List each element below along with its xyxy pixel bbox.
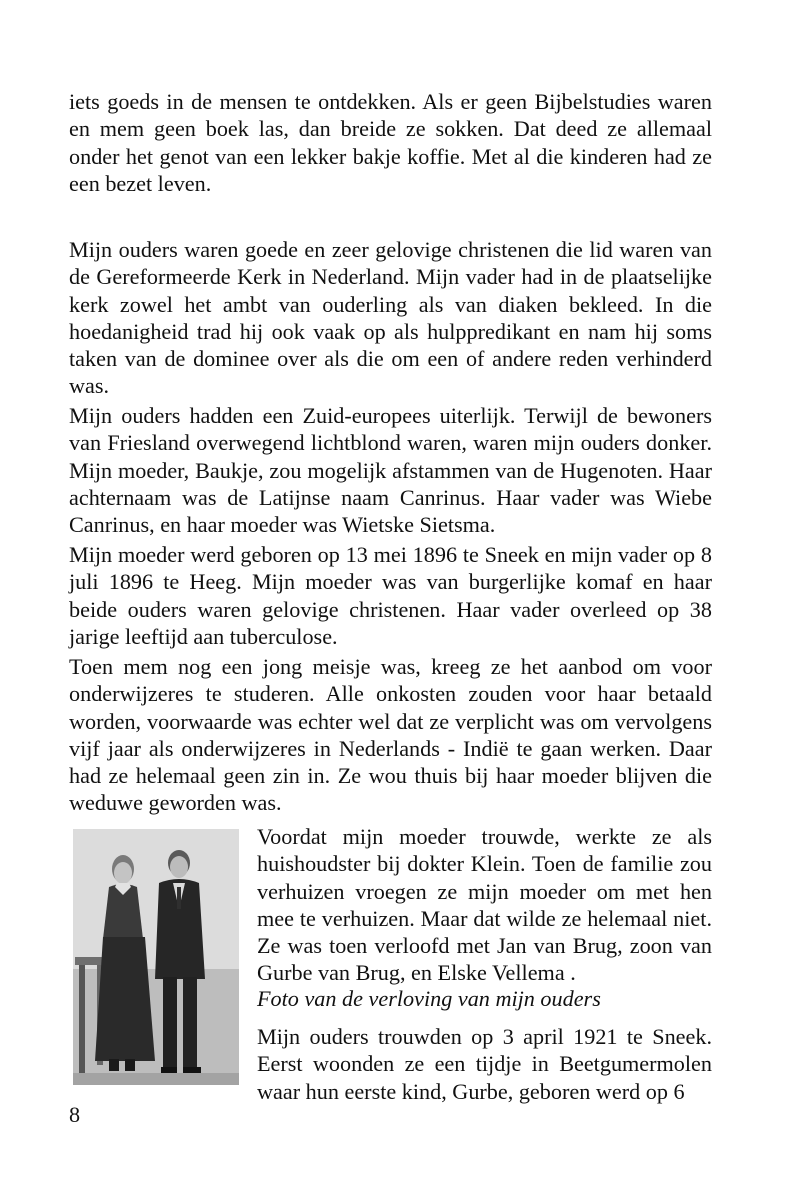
paragraph-housekeeper: Voordat mijn moeder trouwde, werkte ze als huishoudster bij dokter Klein. Toen de familie zou verhuizen vroegen ze mijn moeder om met hen mee te verhuizen. Maar dat wilde ze helemaal niet. Ze was toen verloofd met Jan van Brug, zoon van Gurbe van Brug, en Elske Vellema . <box>257 824 712 986</box>
engagement-photo <box>73 829 239 1085</box>
paragraph-marriage: Mijn ouders trouwden op 3 april 1921 te Sneek. Eerst woonden ze een tijdje in Beetgumermolen waar hun eerste kind, Gurbe, geboren werd op 6 <box>257 1024 712 1104</box>
photo-caption: Foto van de verloving van mijn ouders <box>257 986 601 1011</box>
couple-portrait-image <box>73 829 239 1085</box>
page-number: 8 <box>69 1102 81 1127</box>
paragraph-church: Mijn ouders waren goede en zeer gelovige christenen die lid waren van de Gereformeerde Kerk in Nederland. Mijn vader had in de plaatselijke kerk zowel het ambt van ouderling als van diaken bekleed. In die hoedanigheid trad hij ook vaak op als hulppredikant en nam hij soms taken van de dominee over als die om een of andere reden verhinderd was. <box>69 237 712 399</box>
paragraph-teacher-offer: Toen mem nog een jong meisje was, kreeg ze het aanbod om voor onderwijzeres te studeren. Alle onkosten zouden voor haar betaald worden, voorwaarde was echter wel dat ze verplicht was om vervolgens vijf jaar als onderwijzeres in Nederlands - Indië te gaan werken. Daar had ze helemaal geen zin in. Ze wou thuis bij haar moeder blijven die weduwe geworden was. <box>69 654 712 816</box>
paragraph-knitting: iets goeds in de mensen te ontdekken. Als er geen Bijbelstudies waren en mem geen boek las, dan breide ze sokken. Dat deed ze allemaal onder het genot van een lekker bakje koffie. Met al die kinderen had ze een bezet leven. <box>69 89 712 196</box>
paragraph-birth: Mijn moeder werd geboren op 13 mei 1896 te Sneek en mijn vader op 8 juli 1896 te Heeg. Mijn moeder was van burgerlijke komaf en haar beide ouders waren gelovige christenen. Haar vader overleed op 38 jarige leeftijd aan tuberculose. <box>69 542 712 649</box>
paragraph-appearance: Mijn ouders hadden een Zuid-europees uiterlijk. Terwijl de bewoners van Friesland overwegend lichtblond waren, waren mijn ouders donker. Mijn moeder, Baukje, zou mogelijk afstammen van de Hugenoten. Haar achternaam was de Latijnse naam Canrinus. Haar vader was Wiebe Canrinus, en haar moeder was Wietske Sietsma. <box>69 403 712 538</box>
